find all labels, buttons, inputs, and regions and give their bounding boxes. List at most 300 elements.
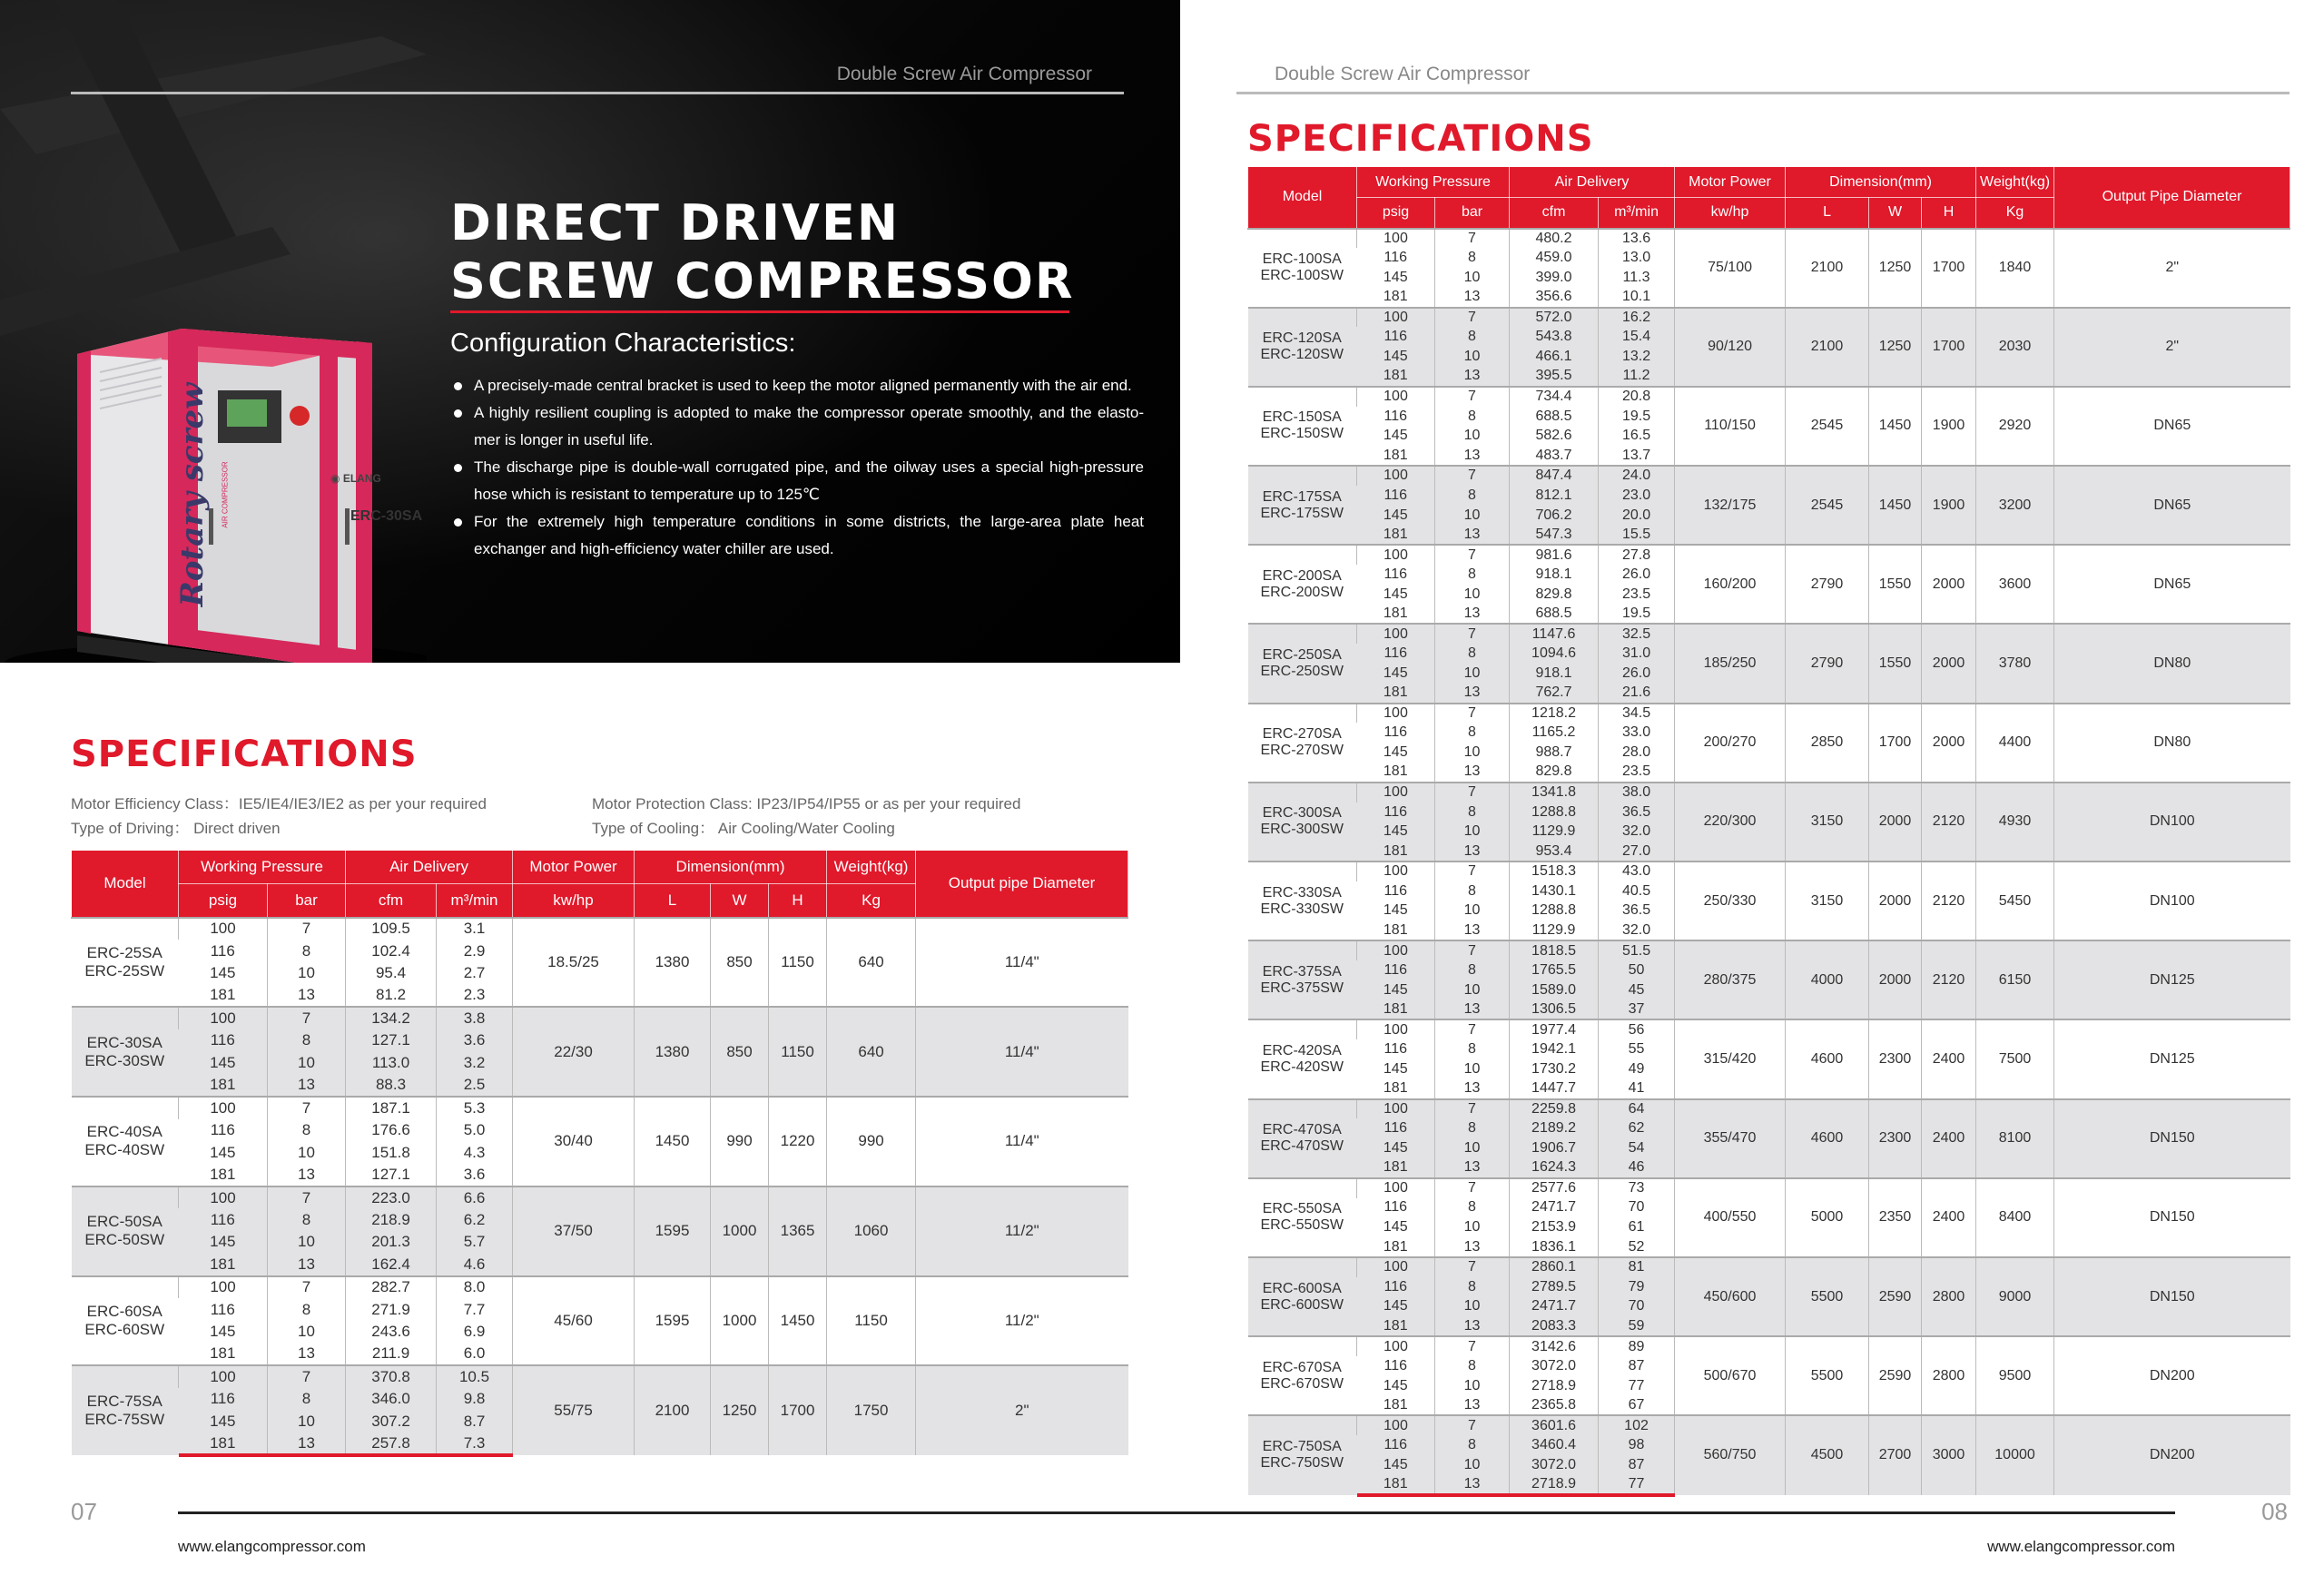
weight-cell: 3200 [1976,466,2054,545]
length-cell: 4500 [1786,1415,1869,1494]
model-name: ERC-120SW [1260,347,1344,363]
th-kg: Kg [827,884,916,918]
width-cell: 2000 [1869,861,1922,940]
height-cell: 2400 [1922,1178,1976,1257]
cfm-cell: 176.6 [346,1119,437,1142]
model-group [1248,308,2290,387]
height-cell: 2800 [1922,1257,1976,1336]
psig-cell: 100 [1357,545,1435,565]
m3-cell: 21.6 [1599,684,1675,704]
bar-cell: 13 [1435,921,1510,940]
m3-cell: 41 [1599,1079,1675,1099]
m3-cell: 70 [1599,1198,1675,1218]
m3-cell: 16.5 [1599,426,1675,446]
bar-cell: 13 [1435,367,1510,387]
cfm-cell: 572.0 [1510,308,1599,328]
website-link-right[interactable]: www.elangcompressor.com [1987,1538,2175,1555]
cfm-cell: 483.7 [1510,446,1599,466]
model-group [1248,861,2290,940]
psig-cell: 181 [179,1164,268,1186]
model-group [1248,624,2290,703]
cfm-cell: 2471.7 [1510,1198,1599,1218]
model-name: ERC-550SA [1262,1201,1342,1217]
cfm-cell: 734.4 [1510,387,1599,407]
model-name: ERC-50SW [84,1231,165,1249]
height-cell: 2120 [1922,940,1976,1019]
weight-cell: 1150 [827,1276,916,1366]
bar-cell: 13 [268,1433,346,1455]
bar-cell: 13 [1435,1158,1510,1178]
compressor-photo [0,0,427,663]
cfm-cell: 127.1 [346,1164,437,1186]
m3-cell: 8.0 [437,1276,513,1299]
pipe-diameter-cell: DN125 [2054,1019,2290,1098]
psig-cell: 116 [1357,1198,1435,1218]
psig-cell: 145 [179,1321,268,1344]
cfm-cell: 480.2 [1510,229,1599,249]
length-cell: 1595 [635,1276,711,1366]
m3-cell: 49 [1599,1059,1675,1079]
height-cell: 2120 [1922,783,1976,861]
psig-cell: 100 [179,1097,268,1119]
height-cell: 1900 [1922,466,1976,545]
model-name: ERC-175SA [1262,488,1342,505]
length-cell: 1380 [635,1007,711,1097]
motor-power-cell: 45/60 [513,1276,635,1366]
cfm-cell: 151.8 [346,1141,437,1164]
psig-cell: 181 [179,1254,268,1276]
psig-cell: 145 [1357,506,1435,526]
left-spec-table [71,850,1128,1457]
weight-cell: 6150 [1976,940,2054,1019]
bar-cell: 13 [1435,763,1510,783]
psig-cell: 145 [1357,743,1435,763]
weight-cell: 9000 [1976,1257,2054,1336]
model-name: ERC-40SA [86,1123,162,1141]
length-cell: 1595 [635,1186,711,1276]
bar-cell: 7 [1435,1019,1510,1039]
model-name: ERC-250SW [1260,664,1344,680]
cfm-cell: 307.2 [346,1411,437,1433]
length-cell: 5500 [1786,1257,1869,1336]
model-cell [1248,229,1357,308]
table-row [1248,308,2290,328]
cfm-cell: 201.3 [346,1231,437,1254]
bar-cell: 8 [1435,1198,1510,1218]
m3-cell: 4.3 [437,1141,513,1164]
bar-cell: 8 [268,1119,346,1142]
cfm-cell: 2577.6 [1510,1178,1599,1198]
cooling-type-note: Type of Cooling： Air Cooling/Water Cooling [592,820,895,837]
cfm-cell: 356.6 [1510,288,1599,308]
motor-power-cell: 22/30 [513,1007,635,1097]
psig-cell: 116 [179,940,268,962]
th-working-pressure: Working Pressure [1357,167,1510,198]
m3-cell: 32.0 [1599,822,1675,842]
table-row [1248,1178,2290,1198]
spec-notes-col1 [71,792,579,841]
weight-cell: 3780 [1976,624,2054,703]
m3-cell: 4.6 [437,1254,513,1276]
psig-cell: 116 [1357,1435,1435,1455]
model-group [1248,1019,2290,1098]
m3-cell: 43.0 [1599,861,1675,881]
psig-cell: 181 [1357,1158,1435,1178]
th-pipe-diameter: Output pipe Diameter [916,851,1128,918]
weight-cell: 4930 [1976,783,2054,861]
m3-cell: 5.7 [437,1231,513,1254]
model-group [1248,1178,2290,1257]
cfm-cell: 1589.0 [1510,980,1599,1000]
th-model: Model [72,851,179,918]
bar-cell: 13 [268,985,346,1008]
cfm-cell: 3072.0 [1510,1455,1599,1475]
model-cell [72,918,179,1008]
model-name: ERC-300SW [1260,822,1344,838]
model-cell [1248,1336,1357,1415]
left-table-head [72,851,1128,918]
table-row [72,918,1128,940]
model-cell [1248,624,1357,703]
width-cell: 1450 [1869,466,1922,545]
m3-cell: 31.0 [1599,644,1675,664]
psig-cell: 116 [179,1029,268,1052]
psig-cell: 145 [1357,585,1435,605]
weight-cell: 2030 [1976,308,2054,387]
pipe-diameter-cell: 11/2" [916,1186,1128,1276]
m3-cell: 79 [1599,1277,1675,1297]
cfm-cell: 762.7 [1510,684,1599,704]
model-name: ERC-75SW [84,1411,165,1429]
weight-cell: 1750 [827,1365,916,1455]
config-bullet: A highly resilient coupling is adopted to make the compressor operate smoothly, and the elasto-mer is longer in useful life. [454,399,1144,454]
m3-cell: 52 [1599,1237,1675,1257]
cfm-cell: 113.0 [346,1052,437,1075]
length-cell: 2545 [1786,387,1869,466]
cfm-cell: 988.7 [1510,743,1599,763]
cfm-cell: 547.3 [1510,525,1599,545]
psig-cell: 116 [1357,486,1435,506]
psig-cell: 181 [1357,921,1435,940]
table-row [1248,387,2290,407]
cfm-cell: 459.0 [1510,248,1599,268]
model-group [72,1097,1128,1186]
psig-cell: 116 [1357,407,1435,427]
table-row [72,1186,1128,1209]
cfm-cell: 3142.6 [1510,1336,1599,1356]
bar-cell: 13 [1435,1000,1510,1020]
th-cfm: cfm [1510,198,1599,229]
psig-cell: 181 [1357,1079,1435,1099]
weight-cell: 990 [827,1097,916,1186]
length-cell: 2100 [1786,308,1869,387]
psig-cell: 100 [1357,1336,1435,1356]
cfm-cell: 829.8 [1510,763,1599,783]
cfm-cell: 162.4 [346,1254,437,1276]
width-cell: 2300 [1869,1019,1922,1098]
table-row [72,1097,1128,1119]
length-cell: 4000 [1786,940,1869,1019]
model-cell [72,1097,179,1186]
th-cfm: cfm [346,884,437,918]
bar-cell: 7 [1435,940,1510,960]
psig-cell: 100 [1357,1099,1435,1119]
weight-cell: 4400 [1976,704,2054,783]
m3-cell: 2.5 [437,1074,513,1097]
table-row [1248,545,2290,565]
config-title: Configuration Characteristics: [450,329,796,358]
psig-cell: 100 [179,918,268,940]
psig-cell: 145 [1357,426,1435,446]
motor-power-cell: 450/600 [1675,1257,1786,1336]
psig-cell: 181 [179,985,268,1008]
model-name: ERC-600SA [1262,1280,1342,1296]
model-group [1248,1257,2290,1336]
psig-cell: 100 [1357,704,1435,724]
width-cell: 850 [711,1007,769,1097]
height-cell: 2120 [1922,861,1976,940]
cfm-cell: 257.8 [346,1433,437,1455]
m3-cell: 77 [1599,1376,1675,1396]
model-cell [1248,545,1357,624]
bar-cell: 13 [1435,1396,1510,1416]
m3-cell: 6.0 [437,1344,513,1366]
model-group [1248,1415,2290,1494]
model-name: ERC-30SW [84,1051,165,1069]
motor-power-cell: 315/420 [1675,1019,1786,1098]
psig-cell: 116 [179,1208,268,1231]
th-motor-power: Motor Power [1675,167,1786,198]
bar-cell: 8 [1435,644,1510,664]
th-kw-hp: kw/hp [513,884,635,918]
m3-cell: 23.0 [1599,486,1675,506]
psig-cell: 100 [179,1276,268,1299]
cfm-cell: 399.0 [1510,268,1599,288]
table-row [1248,1019,2290,1039]
cfm-cell: 1977.4 [1510,1019,1599,1039]
cfm-cell: 102.4 [346,940,437,962]
bar-cell: 13 [1435,842,1510,861]
height-cell: 3000 [1922,1415,1976,1494]
psig-cell: 181 [1357,1000,1435,1020]
cfm-cell: 1288.8 [1510,901,1599,921]
right-spec-title: SPECIFICATIONS [1247,118,1594,160]
psig-cell: 181 [1357,1237,1435,1257]
pipe-diameter-cell: DN200 [2054,1336,2290,1415]
model-name: ERC-150SW [1260,426,1344,442]
height-cell: 1220 [769,1097,827,1186]
cfm-cell: 127.1 [346,1029,437,1052]
motor-efficiency-note: Motor Efficiency Class：IE5/IE4/IE3/IE2 as per your required [71,795,487,812]
model-name: ERC-550SW [1260,1217,1344,1234]
bar-cell: 7 [1435,1178,1510,1198]
cfm-cell: 918.1 [1510,565,1599,585]
width-cell: 2590 [1869,1336,1922,1415]
model-name: ERC-40SW [84,1141,165,1159]
length-cell: 5000 [1786,1178,1869,1257]
motor-power-cell: 37/50 [513,1186,635,1276]
psig-cell: 145 [1357,1059,1435,1079]
machine-brand-text: ELANG [342,472,381,485]
th-height: H [769,884,827,918]
m3-cell: 2.7 [437,962,513,985]
th-air-delivery: Air Delivery [1510,167,1675,198]
model-name: ERC-670SW [1260,1375,1344,1392]
m3-cell: 32.5 [1599,624,1675,644]
config-bullet: For the extremely high temperature conditions in some districts, the large-area plate heat exchanger and high-efficiency water chiller are used. [454,508,1144,563]
length-cell: 2850 [1786,704,1869,783]
motor-power-cell: 185/250 [1675,624,1786,703]
th-air-delivery: Air Delivery [346,851,513,884]
width-cell: 1450 [1869,387,1922,466]
cfm-cell: 2471.7 [1510,1297,1599,1317]
psig-cell: 116 [179,1119,268,1142]
width-cell: 2350 [1869,1178,1922,1257]
table-row [1248,1415,2290,1435]
cfm-cell: 953.4 [1510,842,1599,861]
pipe-diameter-cell: DN80 [2054,624,2290,703]
model-cell [72,1186,179,1276]
psig-cell: 181 [1357,763,1435,783]
height-cell: 1365 [769,1186,827,1276]
psig-cell: 100 [1357,466,1435,486]
m3-cell: 3.8 [437,1007,513,1029]
model-name: ERC-270SA [1262,726,1342,743]
cfm-cell: 346.0 [346,1388,437,1411]
m3-cell: 34.5 [1599,704,1675,724]
cfm-cell: 847.4 [1510,466,1599,486]
bar-cell: 13 [268,1254,346,1276]
protection-class-note: Motor Protection Class: IP23/IP54/IP55 or as per your required [592,795,1021,812]
cfm-cell: 1288.8 [1510,802,1599,822]
psig-cell: 181 [1357,605,1435,625]
bar-cell: 7 [1435,624,1510,644]
m3-cell: 33.0 [1599,723,1675,743]
cfm-cell: 395.5 [1510,367,1599,387]
m3-cell: 11.3 [1599,268,1675,288]
model-group [72,1365,1128,1455]
m3-cell: 3.1 [437,918,513,940]
pipe-diameter-cell: 11/4" [916,918,1128,1008]
psig-cell: 100 [1357,783,1435,802]
model-name: ERC-330SA [1262,884,1342,901]
model-name: ERC-25SA [86,943,162,961]
bar-cell: 13 [1435,684,1510,704]
model-cell [72,1276,179,1366]
model-group [1248,387,2290,466]
bar-cell: 13 [268,1074,346,1097]
psig-cell: 116 [1357,1277,1435,1297]
th-psig: psig [1357,198,1435,229]
psig-cell: 100 [1357,1178,1435,1198]
hero-title-underline [450,310,1069,313]
m3-cell: 8.7 [437,1411,513,1433]
bar-cell: 7 [268,1097,346,1119]
website-link-left[interactable]: www.elangcompressor.com [178,1538,366,1555]
bar-cell: 7 [268,918,346,940]
bar-cell: 7 [1435,704,1510,724]
m3-cell: 32.0 [1599,921,1675,940]
bar-cell: 7 [1435,783,1510,802]
bar-cell: 13 [268,1344,346,1366]
m3-cell: 102 [1599,1415,1675,1435]
model-name: ERC-120SA [1262,330,1342,347]
cfm-cell: 1818.5 [1510,940,1599,960]
cfm-cell: 1147.6 [1510,624,1599,644]
m3-cell: 56 [1599,1019,1675,1039]
model-group [1248,1099,2290,1178]
pipe-diameter-cell: DN150 [2054,1257,2290,1336]
model-group [1248,229,2290,308]
width-cell: 1000 [711,1186,769,1276]
pipe-diameter-cell: DN150 [2054,1178,2290,1257]
cfm-cell: 187.1 [346,1097,437,1119]
cfm-cell: 2718.9 [1510,1376,1599,1396]
table-row [1248,783,2290,802]
bar-cell: 10 [1435,1376,1510,1396]
spec-notes-col2 [592,792,1100,841]
m3-cell: 64 [1599,1099,1675,1119]
m3-cell: 81 [1599,1257,1675,1277]
motor-power-cell: 355/470 [1675,1099,1786,1178]
psig-cell: 181 [179,1074,268,1097]
m3-cell: 3.6 [437,1029,513,1052]
motor-power-cell: 110/150 [1675,387,1786,466]
weight-cell: 640 [827,918,916,1008]
th-width: W [711,884,769,918]
length-cell: 2100 [635,1365,711,1455]
pipe-diameter-cell: DN100 [2054,861,2290,940]
psig-cell: 145 [1357,1297,1435,1317]
model-name: ERC-470SW [1260,1138,1344,1155]
psig-cell: 100 [1357,1415,1435,1435]
cfm-cell: 3072.0 [1510,1356,1599,1376]
m3-cell: 13.6 [1599,229,1675,249]
bar-cell: 8 [1435,1039,1510,1059]
m3-cell: 26.0 [1599,565,1675,585]
m3-cell: 98 [1599,1435,1675,1455]
cfm-cell: 1341.8 [1510,783,1599,802]
length-cell: 2100 [1786,229,1869,308]
model-name: ERC-750SA [1262,1439,1342,1455]
cfm-cell: 3601.6 [1510,1415,1599,1435]
model-name: ERC-150SA [1262,409,1342,426]
model-name: ERC-100SW [1260,268,1344,284]
model-name: ERC-75SA [86,1393,162,1411]
bar-cell: 8 [1435,1356,1510,1376]
psig-cell: 116 [1357,565,1435,585]
bar-cell: 8 [1435,1277,1510,1297]
width-cell: 1250 [1869,308,1922,387]
motor-power-cell: 220/300 [1675,783,1786,861]
th-bar: bar [1435,198,1510,229]
psig-cell: 145 [1357,1455,1435,1475]
m3-cell: 51.5 [1599,940,1675,960]
model-name: ERC-50SA [86,1213,162,1231]
model-name: ERC-420SW [1260,1058,1344,1075]
motor-power-cell: 30/40 [513,1097,635,1186]
psig-cell: 116 [1357,644,1435,664]
psig-cell: 181 [1357,446,1435,466]
weight-cell: 5450 [1976,861,2054,940]
cfm-cell: 2365.8 [1510,1396,1599,1416]
bar-cell: 7 [268,1186,346,1209]
model-name: ERC-420SA [1262,1042,1342,1058]
brand-logo-icon: ◉ [330,472,340,485]
bar-cell: 13 [1435,605,1510,625]
psig-cell: 100 [1357,308,1435,328]
cfm-cell: 1306.5 [1510,1000,1599,1020]
